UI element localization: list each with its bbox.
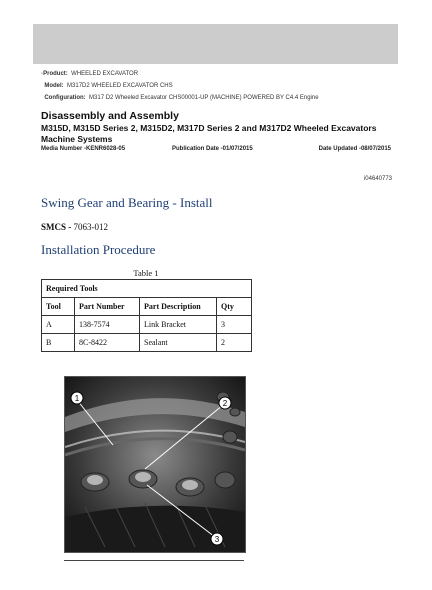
cell-part-number: 8C-8422	[75, 334, 140, 352]
svg-text:2: 2	[222, 399, 228, 408]
cell-tool: B	[42, 334, 75, 352]
table-row	[42, 334, 252, 352]
table-group-header: Required Tools	[42, 280, 252, 298]
callout-2	[219, 397, 231, 409]
col-part-number: Part Number	[75, 298, 140, 316]
callout-1	[71, 392, 83, 404]
cell-part-number: 138-7574	[75, 316, 140, 334]
cell-part-description: Link Bracket	[140, 316, 217, 334]
table-caption: Table 1	[133, 268, 159, 278]
svg-text:3: 3	[214, 535, 220, 544]
cell-qty: 3	[217, 316, 252, 334]
doc-title: Disassembly and Assembly	[41, 110, 179, 122]
date-updated: Date Updated -08/07/2015	[318, 146, 391, 152]
cell-part-description: Sealant	[140, 334, 217, 352]
doc-subtitle-line2: Machine Systems	[41, 134, 113, 144]
configuration-line: Configuration: M317 D2 Wheeled Excavator CHS00001-UP (MACHINE) POWERED BY C4.4 Engine	[44, 95, 319, 101]
photo-illustration	[65, 377, 245, 552]
model-line: Model: M317D2 WHEELED EXCAVATOR CHS	[44, 83, 173, 89]
publication-date: Publication Date -01/07/2015	[172, 146, 253, 152]
product-line: ◦Product: WHEELED EXCAVATOR	[41, 71, 139, 77]
product-icon: ◦	[41, 71, 44, 77]
required-tools-table	[41, 279, 252, 352]
cell-qty: 2	[217, 334, 252, 352]
callout-3	[211, 533, 223, 545]
media-number: Media Number -KENR6028-05	[41, 146, 126, 152]
col-tool: Tool	[42, 298, 75, 316]
col-qty: Qty	[217, 298, 252, 316]
cell-tool: A	[42, 316, 75, 334]
svg-text:1: 1	[74, 394, 80, 403]
doc-subtitle-line1: M315D, M315D Series 2, M315D2, M317D Series 2 and M317D2 Wheeled Excavators	[41, 123, 377, 133]
top-banner	[33, 24, 398, 64]
image-id: i04640773	[363, 176, 392, 182]
smcs-code: SMCS - 7063-012	[41, 222, 109, 232]
section-title: Swing Gear and Bearing - Install	[41, 195, 213, 210]
table-row	[42, 316, 252, 334]
col-part-description: Part Description	[140, 298, 217, 316]
figure-divider	[64, 560, 244, 561]
procedure-title: Installation Procedure	[41, 242, 156, 257]
swing-bearing-photo	[64, 376, 246, 553]
